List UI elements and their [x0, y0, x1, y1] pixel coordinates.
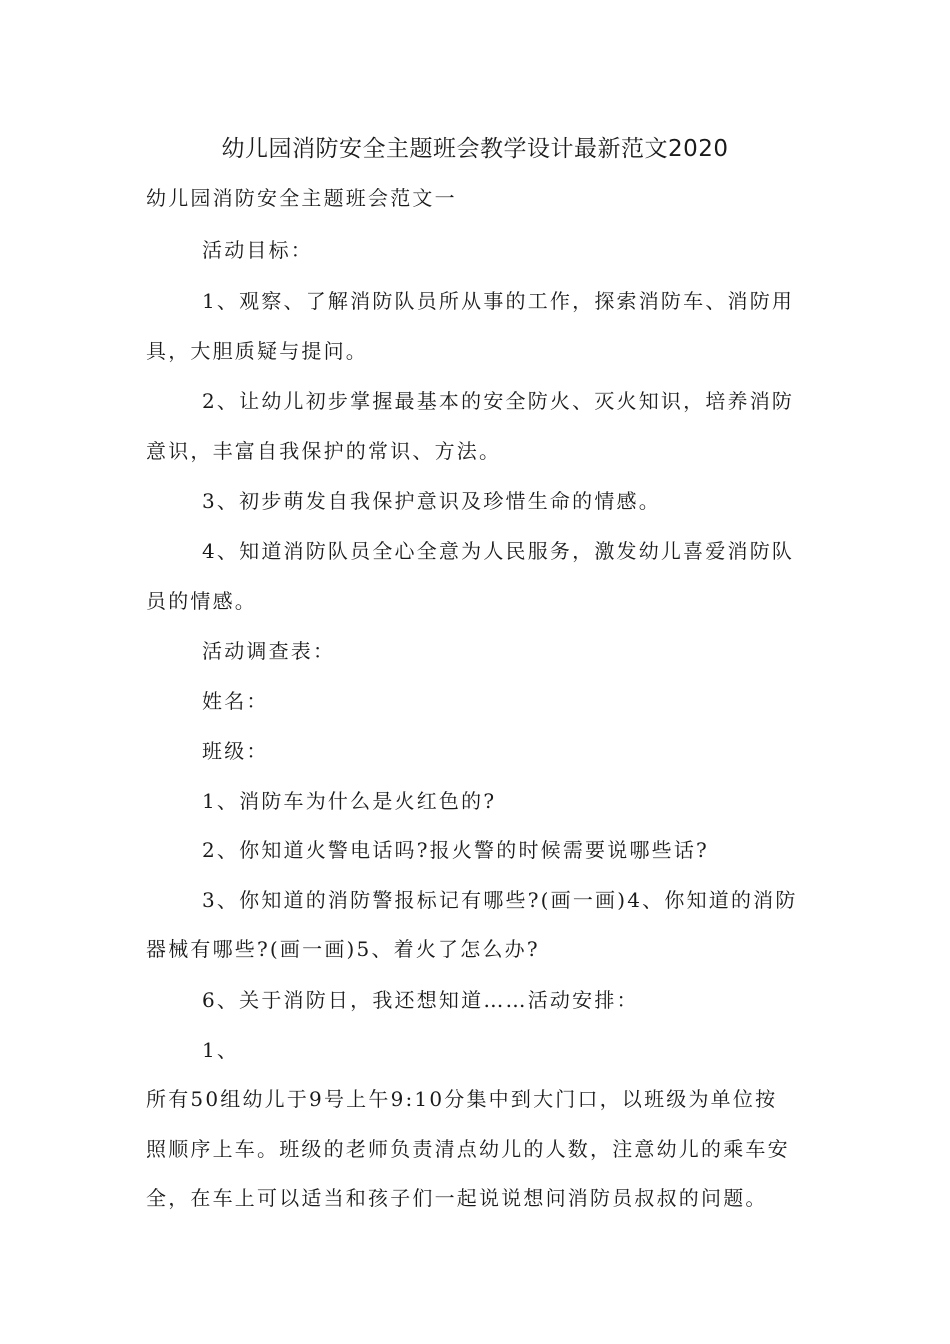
question-3-line-1: 3、你知道的消防警报标记有哪些?(画一画)4、你知道的消防 [202, 888, 798, 912]
question-3-line-2: 器械有哪些?(画一画)5、着火了怎么办? [146, 937, 540, 961]
class-field-label: 班级： [202, 739, 269, 763]
arrangement-1-line-3: 全，在车上可以适当和孩子们一起说说想问消防员叔叔的问题。 [146, 1186, 768, 1210]
goal-heading: 活动目标： [202, 238, 313, 262]
goal-2-line-2: 意识，丰富自我保护的常识、方法。 [146, 439, 502, 463]
arrangement-1-number: 1、 [202, 1038, 240, 1062]
document-title: 幼儿园消防安全主题班会教学设计最新范文2020 [221, 136, 729, 162]
goal-1-line-1: 1、观察、了解消防队员所从事的工作，探索消防车、消防用 [202, 289, 795, 313]
question-2: 2、你知道火警电话吗?报火警的时候需要说哪些话? [202, 838, 709, 862]
arrangement-1-line-1: 所有50组幼儿于9号上午9:10分集中到大门口，以班级为单位按 [146, 1087, 778, 1111]
goal-1-line-2: 具，大胆质疑与提问。 [146, 339, 368, 363]
goal-3-line: 3、初步萌发自我保护意识及珍惜生命的情感。 [202, 489, 661, 513]
name-field-label: 姓名： [202, 689, 269, 713]
goal-4-line-2: 员的情感。 [146, 589, 257, 613]
goal-4-line-1: 4、知道消防队员全心全意为人民服务，激发幼儿喜爱消防队 [202, 539, 795, 563]
arrangement-1-line-2: 照顺序上车。班级的老师负责清点幼儿的人数，注意幼儿的乘车安 [146, 1137, 790, 1161]
goal-2-line-1: 2、让幼儿初步掌握最基本的安全防火、灭火知识，培养消防 [202, 389, 795, 413]
question-1: 1、消防车为什么是火红色的? [202, 789, 497, 813]
survey-heading: 活动调查表： [202, 639, 336, 663]
section-subtitle: 幼儿园消防安全主题班会范文一 [146, 186, 457, 210]
question-6: 6、关于消防日，我还想知道……活动安排： [202, 988, 639, 1012]
